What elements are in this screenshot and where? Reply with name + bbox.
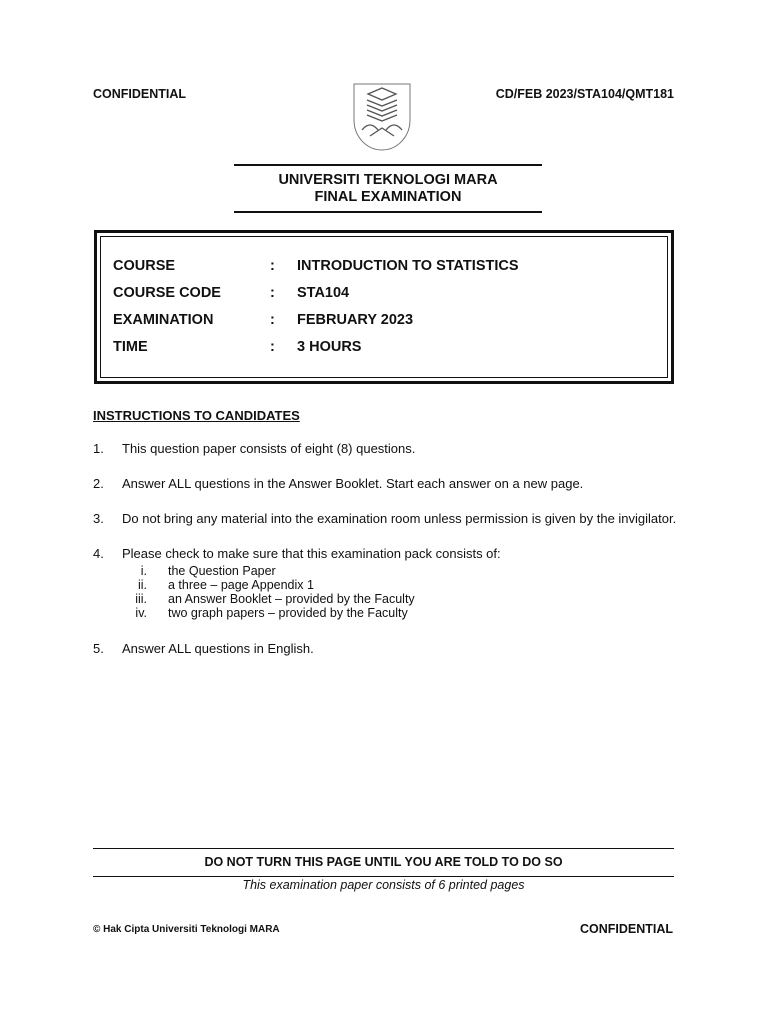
instruction-number: 4. (93, 546, 104, 561)
instructions-heading: INSTRUCTIONS TO CANDIDATES (93, 408, 300, 423)
subitem-text: two graph papers – provided by the Faculty (168, 606, 408, 620)
examination-sep: : (270, 312, 275, 328)
time-label: TIME (113, 339, 148, 355)
course-code-sep: : (270, 285, 275, 301)
subitem-number: iii. (135, 592, 147, 606)
footer-confidential: CONFIDENTIAL (579, 922, 673, 936)
document-title (234, 172, 542, 206)
course-code-label: COURSE CODE (113, 285, 221, 301)
course-value: INTRODUCTION TO STATISTICS (297, 258, 519, 274)
instruction-text: Please check to make sure that this examination pack consists of: (122, 546, 501, 561)
header-paper-code: CD/FEB 2023/STA104/QMT181 (495, 87, 674, 101)
university-name: UNIVERSITI TEKNOLOGI MARA (278, 172, 498, 188)
subitem-number: iv. (135, 606, 147, 620)
copyright-notice: © Hak Cipta Universiti Teknologi MARA (93, 924, 280, 935)
exam-type: FINAL EXAMINATION (314, 189, 462, 205)
subitem-number: ii. (137, 578, 147, 592)
instruction-text: Answer ALL questions in English. (122, 641, 314, 656)
examination-label: EXAMINATION (113, 312, 214, 328)
instruction-number: 2. (93, 476, 104, 491)
instruction-text: This question paper consists of eight (8) questions. (122, 441, 416, 456)
time-value: 3 HOURS (297, 339, 362, 355)
header-confidential: CONFIDENTIAL (93, 87, 187, 101)
subitem-text: an Answer Booklet – provided by the Faculty (168, 592, 415, 606)
course-details-box (94, 230, 674, 384)
instruction-text: Answer ALL questions in the Answer Booklet. Start each answer on a new page. (122, 476, 584, 491)
course-label: COURSE (113, 258, 176, 274)
subitem-text: the Question Paper (168, 564, 276, 578)
course-code-value: STA104 (297, 285, 350, 301)
university-crest-icon (350, 80, 414, 154)
time-sep: : (270, 339, 275, 355)
subitem-number: i. (140, 564, 147, 578)
instruction-number: 1. (93, 441, 104, 456)
subitem-text: a three – page Appendix 1 (168, 578, 314, 592)
course-sep: : (270, 258, 275, 274)
do-not-turn-warning: DO NOT TURN THIS PAGE UNTIL YOU ARE TOLD TO DO SO (204, 855, 563, 869)
instruction-text: Do not bring any material into the examination room unless permission is given by the invigilator. (122, 511, 677, 526)
printed-pages-note: This examination paper consists of 6 printed pages (242, 878, 525, 892)
instruction-number: 5. (93, 641, 104, 656)
instruction-number: 3. (93, 511, 104, 526)
examination-value: FEBRUARY 2023 (297, 312, 414, 328)
